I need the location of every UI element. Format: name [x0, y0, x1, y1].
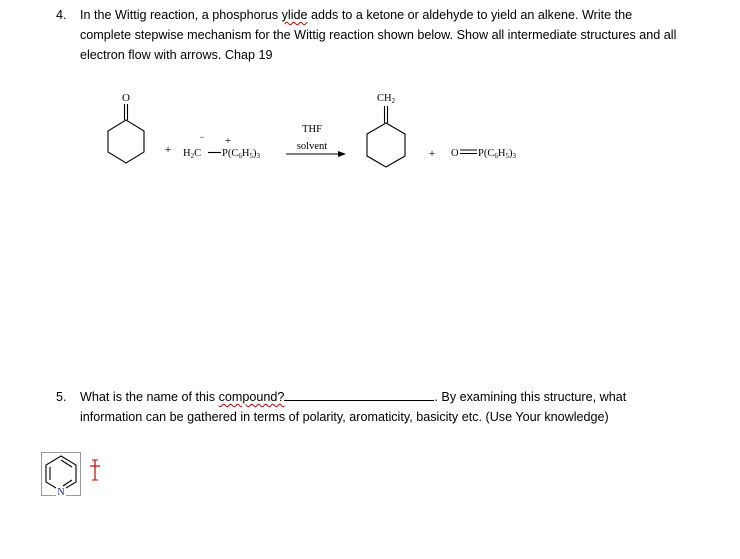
- question-5-number: 5.: [56, 390, 67, 404]
- arrow-reagent-solvent: solvent: [296, 141, 328, 152]
- spellcheck-flag-compound: compound?: [218, 390, 285, 404]
- pyridine-nitrogen-label: N: [57, 487, 65, 496]
- ylide-phosphorus: P: [222, 148, 228, 159]
- spellcheck-flag-ylide: ylide: [281, 8, 308, 22]
- ylide-phosphorus-charge: +: [224, 135, 232, 147]
- svg-text:P(C6H5)3: P(C6H5)3: [478, 148, 516, 160]
- byproduct-phosphorus: P(C: [478, 148, 495, 159]
- ylide-h-sub: 2: [190, 152, 195, 160]
- question-4-line-1: In the Wittig reaction, a phosphorus ylide adds to a ketone or aldehyde to yield an alkene. Write the: [80, 8, 633, 22]
- question-5-line-2: information can be gathered in terms of polarity, aromaticity, basicity etc. (Use Your knowledge): [80, 410, 609, 424]
- product-ch2-label: CH2: [376, 93, 396, 105]
- question-4-line-2: complete stepwise mechanism for the Wittig reaction shown below. Show all intermediate structures and all: [80, 28, 677, 42]
- question-4-line-3: electron flow with arrows. Chap 19: [80, 48, 273, 62]
- plus-sign-1: +: [164, 142, 172, 156]
- answer-blank[interactable]: [284, 389, 434, 401]
- byproduct-oxygen: O: [451, 148, 459, 159]
- arrow-reagent-thf: THF: [302, 124, 322, 135]
- wittig-reaction-scheme: [0, 88, 740, 218]
- cyclohexanone-structure: [108, 104, 144, 163]
- plus-sign-2: +: [428, 146, 436, 160]
- ketone-oxygen-label: O: [122, 92, 130, 104]
- question-4-number: 4.: [56, 8, 67, 22]
- pyridine-ring: [46, 456, 76, 491]
- question-5-text: [80, 387, 626, 427]
- phosphorus-ylide: [183, 132, 260, 160]
- triphenylphosphine-oxide: [451, 148, 516, 160]
- svg-text:P(C6H5)3: P(C6H5)3: [222, 148, 260, 160]
- pyridine-structure[interactable]: [41, 452, 81, 496]
- methylenecyclohexane-structure: [367, 106, 405, 167]
- ylide-carbon: C: [194, 148, 202, 159]
- ylide-h: H: [183, 148, 191, 159]
- text-cursor-icon: [89, 458, 101, 482]
- ylide-carbon-charge: −: [199, 132, 205, 142]
- question-5-line-1: What is the name of this compound? . By examining this structure, what: [80, 390, 627, 404]
- question-4-text: [80, 5, 676, 65]
- svg-text:H2C: [183, 148, 201, 160]
